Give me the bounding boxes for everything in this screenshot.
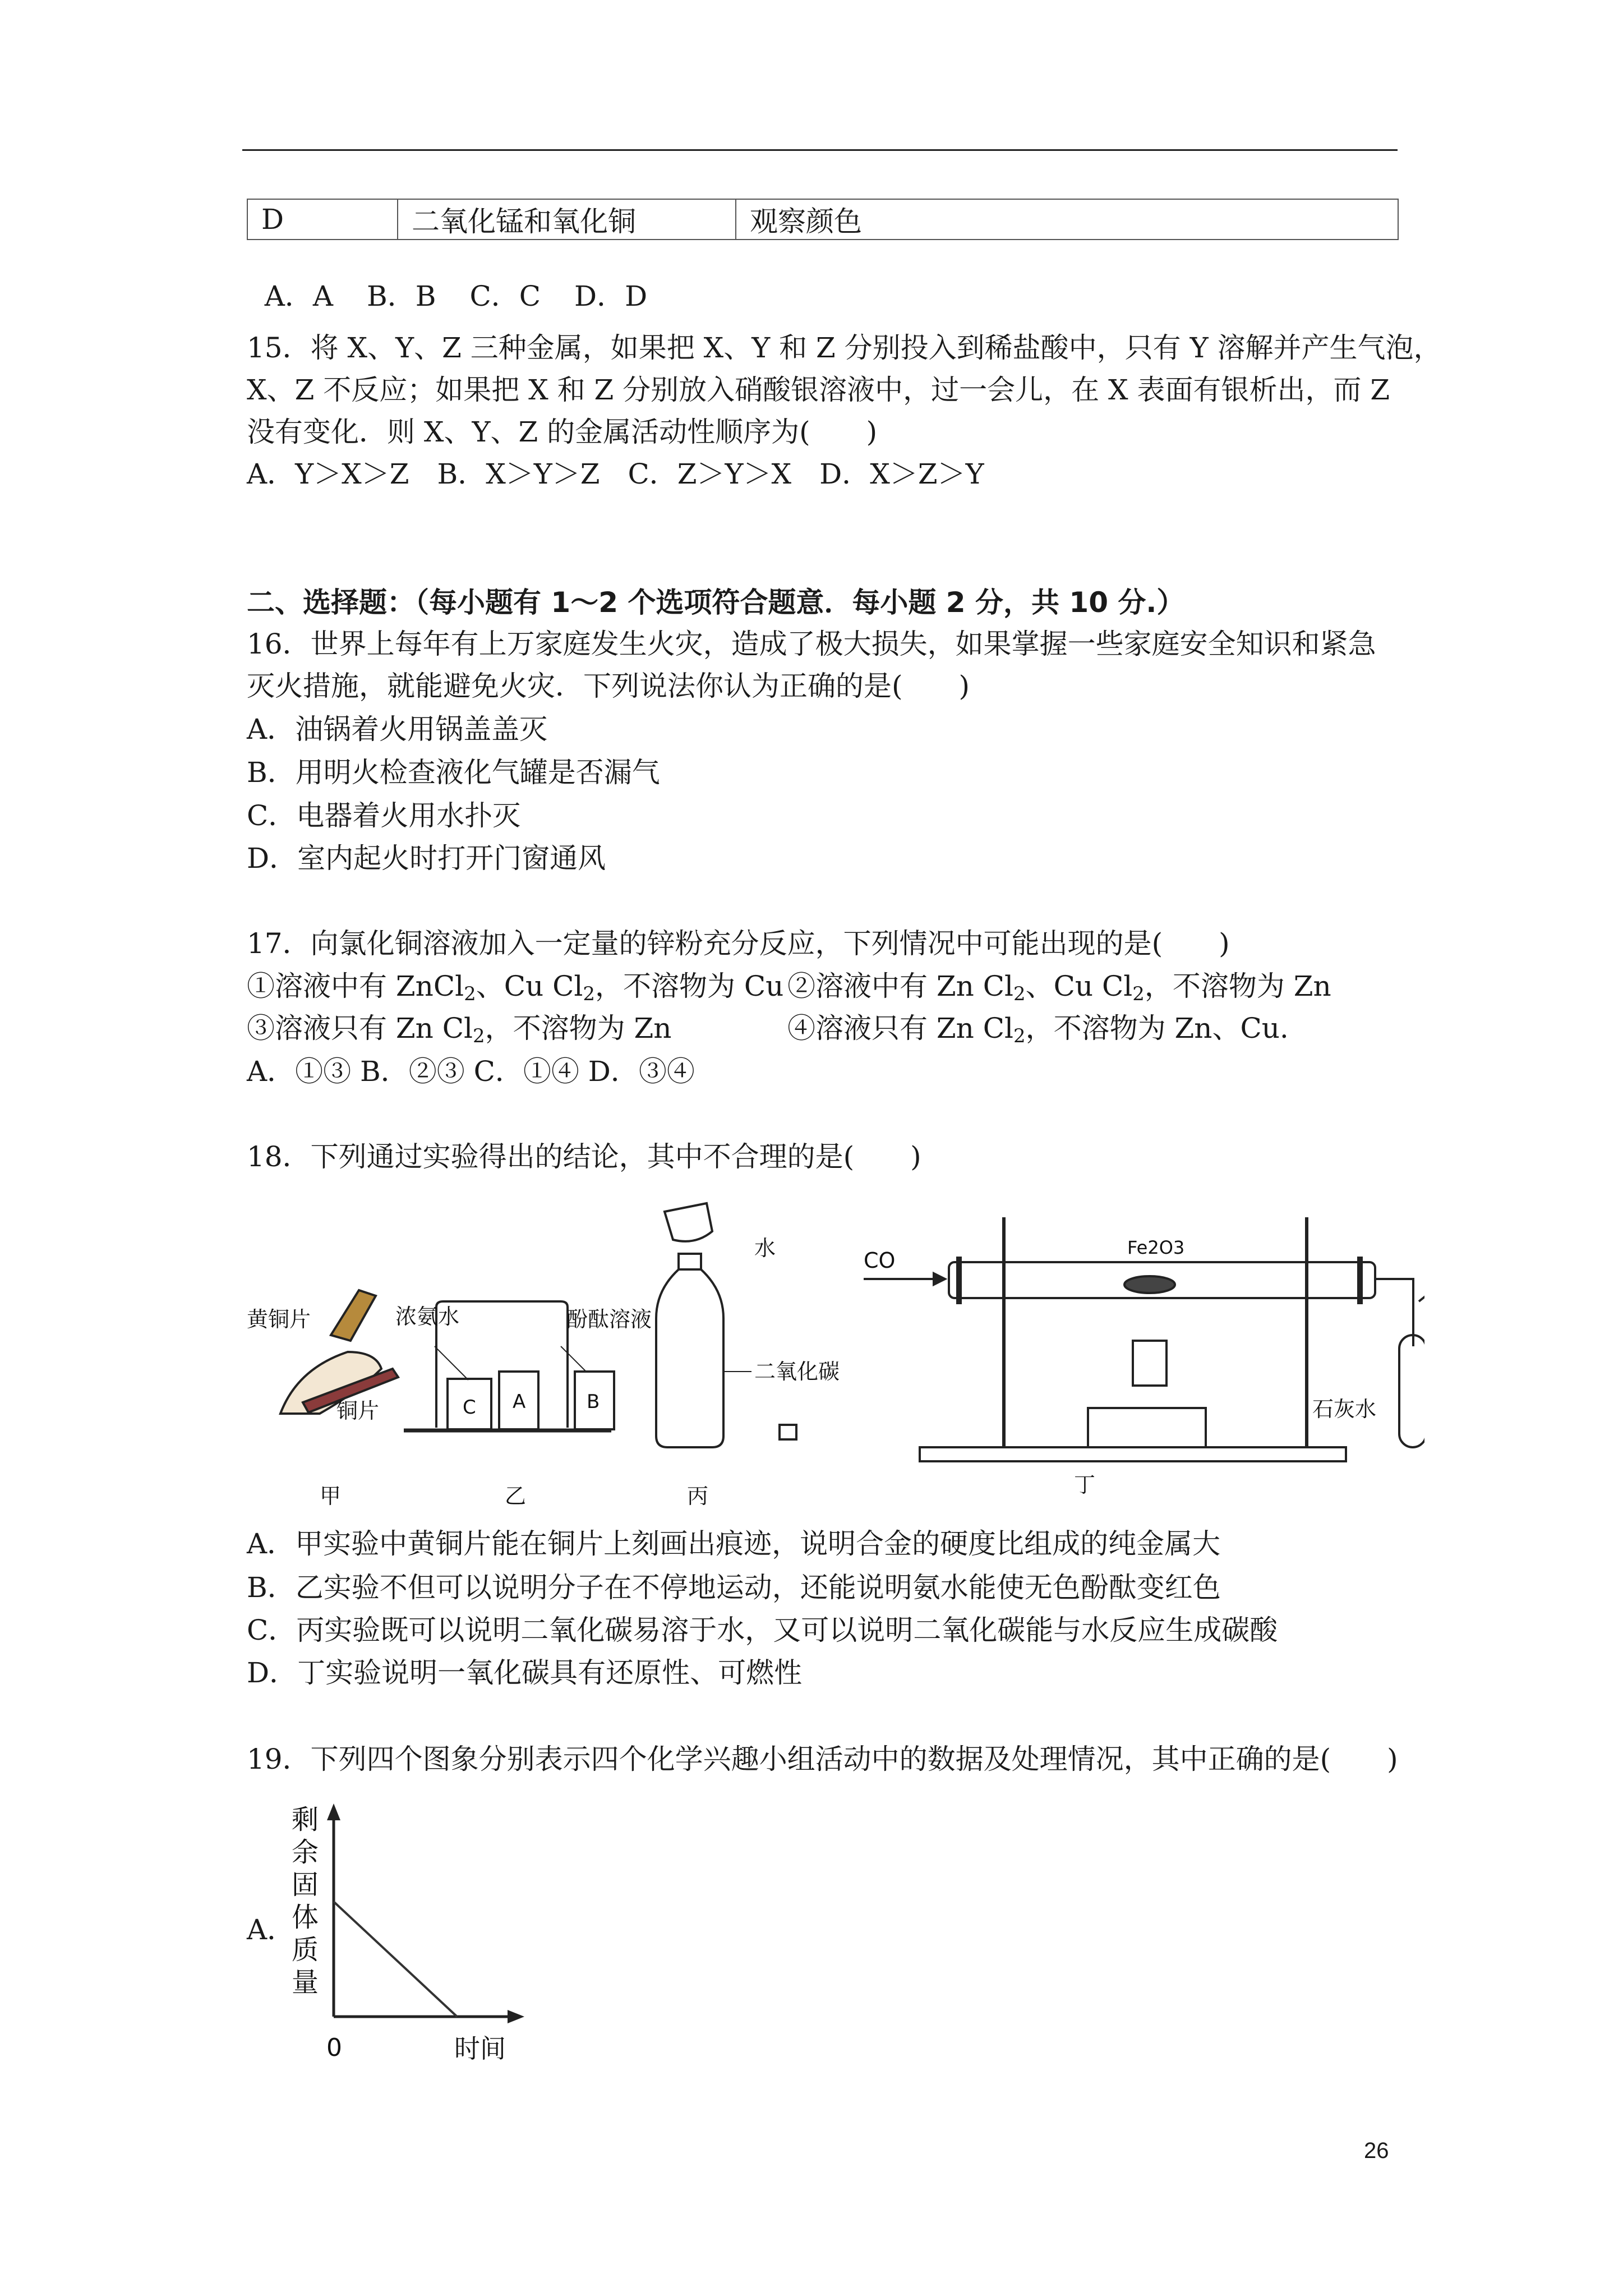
table-cell-method: 观察颜色 (750, 205, 862, 238)
stand-base (920, 1447, 1346, 1461)
q16-option-c: C．电器着火用水扑灭 (247, 799, 521, 832)
q14-choice-d: D．D (574, 280, 648, 312)
label-limewater: 石灰水 (1312, 1397, 1377, 1421)
label-beaker-a: A (513, 1391, 526, 1413)
y-axis-arrow-icon (327, 1803, 340, 1820)
burner-body (1133, 1341, 1166, 1386)
q15-choices: A．Y＞X＞Z B．X＞Y＞Z C．Z＞Y＞X D．X＞Z＞Y (247, 458, 984, 490)
label-copper: 铜片 (336, 1398, 380, 1423)
label-brass: 黄铜片 (247, 1307, 311, 1332)
y-axis-label-char: 剩 (292, 1804, 319, 1835)
bottle-cap (679, 1254, 701, 1269)
q18-option-b: B．乙实验不但可以说明分子在不停地运动，还能说明氨水能使无色酚酞变红色 (247, 1571, 1221, 1604)
test-tube (1399, 1335, 1424, 1447)
q16-option-a: A．油锅着火用锅盖盖灭 (247, 713, 548, 746)
answer-table-row (247, 199, 1399, 240)
label-yi: 乙 (505, 1484, 527, 1508)
y-axis-label-char: 质 (292, 1934, 319, 1966)
label-jia: 甲 (320, 1484, 342, 1508)
label-co2: 二氧化碳 (754, 1359, 840, 1384)
q17-option-4: ④溶液只有 Zn $Cl_2$，不溶物为 Zn、Cu. (787, 1012, 1289, 1047)
label-ammonia: 浓氨水 (395, 1304, 460, 1329)
q17-option-1: ①溶液中有 ZnCl$_2$、Cu $Cl_2$，不溶物为 Cu (247, 970, 784, 1005)
q17-stem: 17．向氯化铜溶液加入一定量的锌粉充分反应，下列情况中可能出现的是( ) (247, 927, 1230, 960)
page-number: 26 (1364, 2138, 1389, 2163)
q18-option-d: D．丁实验说明一氧化碳具有还原性、可燃性 (247, 1657, 803, 1689)
x-axis-label: 时间 (454, 2033, 506, 2064)
q16-option-d: D．室内起火时打开门窗通风 (247, 842, 606, 875)
y-axis-label-char: 量 (292, 1967, 319, 1998)
label-phenol: 酚酞溶液 (566, 1307, 652, 1332)
bottle-cap-loose (780, 1425, 796, 1439)
q17-option-2: ②溶液中有 Zn $Cl_2$、Cu $Cl_2$，不溶物为 Zn (787, 970, 1331, 1005)
label-water: 水 (754, 1236, 776, 1260)
y-axis-label (292, 1804, 319, 1998)
q17-options-row2 (247, 1011, 1289, 1053)
header-rule (242, 149, 1398, 151)
q15-line2: X、Z 不反应；如果把 X 和 Z 分别放入硝酸银溶液中，过一会儿，在 X 表面有银析出，而 Z (247, 374, 1390, 406)
q16-line1: 16．世界上每年有上万家庭发生火灾，造成了极大损失，如果掌握一些家庭安全知识和紧急 (247, 628, 1376, 660)
q19-stem: 19．下列四个图象分别表示四个化学兴趣小组活动中的数据及处理情况，其中正确的是( ) (247, 1743, 1398, 1775)
iron-oxide-sample (1124, 1276, 1175, 1293)
y-axis-label-char: 固 (292, 1869, 319, 1901)
origin-label: 0 (326, 2033, 342, 2062)
section2-heading: 二、选择题：（每小题有 1～2 个选项符合题意．每小题 2 分，共 10 分.） (247, 586, 1185, 619)
q18-option-a: A．甲实验中黄铜片能在铜片上刻画出痕迹，说明合金的硬度比组成的纯金属大 (247, 1527, 1221, 1560)
x-axis-arrow-icon (508, 2010, 524, 2023)
y-axis-label-char: 余 (292, 1837, 319, 1868)
plastic-bottle (656, 1269, 723, 1447)
burner-base (1088, 1408, 1206, 1447)
label-beaker-b: B (587, 1391, 600, 1413)
q14-choice-b: B．B (367, 280, 436, 312)
q14-choice-a: A．A (264, 280, 334, 312)
q18-option-c: C．丙实验既可以说明二氧化碳易溶于水，又可以说明二氧化碳能与水反应生成碳酸 (247, 1614, 1278, 1646)
series-line (334, 1902, 457, 2017)
table-cell-substances: 二氧化锰和氧化铜 (398, 200, 736, 239)
q17-options-row1 (247, 969, 1331, 1011)
q19-chart-a (286, 1795, 544, 2064)
y-axis-label-char: 体 (292, 1902, 319, 1933)
label-fe2o3: Fe2O3 (1127, 1237, 1185, 1258)
q16-line2: 灭火措施，就能避免火灾．下列说法你认为正确的是( ) (247, 670, 970, 702)
q18-experiment-figure (247, 1200, 1424, 1515)
q18-stem: 18．下列通过实验得出的结论，其中不合理的是( ) (247, 1140, 921, 1173)
label-bing: 丙 (687, 1484, 709, 1508)
q17-choices: A．①③ B．②③ C．①④ D．③④ (247, 1055, 695, 1088)
brass-strip (331, 1290, 376, 1341)
label-beaker-c: C (463, 1396, 476, 1419)
burn-off-tube (1419, 1257, 1424, 1301)
q16-option-b: B．用明火检查液化气罐是否漏气 (247, 756, 660, 789)
q19-option-a-label: A． (247, 1913, 296, 1946)
q15-line1: 15．将 X、Y、Z 三种金属，如果把 X、Y 和 Z 分别投入到稀盐酸中，只有 Y 溶解并产生气泡， (247, 332, 1442, 364)
label-ding: 丁 (1074, 1473, 1096, 1497)
label-co: CO (864, 1248, 896, 1273)
table-cell-letter: D (248, 200, 398, 239)
q17-option-3: ③溶液只有 Zn $Cl_2$，不溶物为 Zn (247, 1012, 672, 1047)
pouring-cup (665, 1203, 712, 1241)
q14-choices (247, 246, 681, 313)
q15-line3: 没有变化．则 X、Y、Z 的金属活动性顺序为( ) (247, 416, 878, 448)
q14-choice-c: C．C (469, 280, 541, 312)
